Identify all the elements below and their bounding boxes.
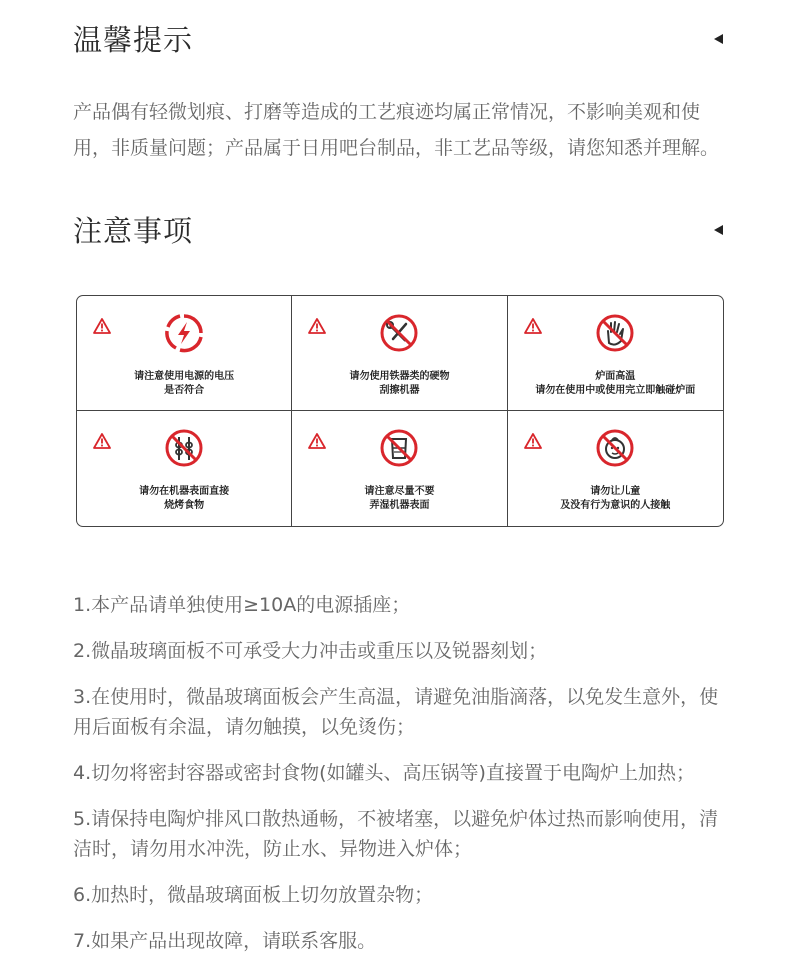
no-touch-hot-icon <box>595 313 635 353</box>
warning-triangle-icon <box>93 318 111 334</box>
warning-cell <box>292 411 507 526</box>
list-item: 2.微晶玻璃面板不可承受大力冲击或重压以及锐器刻划； <box>73 640 548 662</box>
no-direct-grill-icon <box>164 428 204 468</box>
list-item: 3.在使用时，微晶玻璃面板会产生高温，请避免油脂滴落，以免发生意外，使用后面板有余温，请勿触摸，以免烫伤； <box>73 686 719 738</box>
warning-triangle-icon <box>308 318 326 334</box>
list-item: 7.如果产品出现故障，请联系客服。 <box>73 930 377 952</box>
tips-title: 温馨提示 <box>73 23 194 57</box>
no-children-icon <box>595 428 635 468</box>
list-item: 1.本产品请单独使用≥10A的电源插座； <box>73 594 411 616</box>
list-item: 4.切勿将密封容器或密封食物(如罐头、高压锅等)直接置于电陶炉上加热； <box>73 762 695 784</box>
warning-text: 请勿在机器表面直接 烧烤食物 <box>139 486 230 511</box>
notes-header[interactable] <box>73 209 725 250</box>
warning-text: 请注意使用电源的电压 是否符合 <box>134 371 235 396</box>
warning-cell <box>508 411 723 526</box>
collapse-arrow-icon[interactable] <box>714 34 723 44</box>
no-wet-icon <box>379 428 419 468</box>
warning-text: 请勿让儿童 及没有行为意识的人接触 <box>560 486 671 511</box>
warning-triangle-icon <box>524 318 542 334</box>
warning-triangle-icon <box>308 433 326 449</box>
voltage-icon <box>164 313 204 353</box>
warning-text: 请注意尽量不要 弄湿机器表面 <box>364 486 435 511</box>
warning-cell <box>77 296 292 411</box>
tips-body: 产品偶有轻微划痕、打磨等造成的工艺痕迹均属正常情况，不影响美观和使用，非质量问题；产品属于日用吧台制品，非工艺品等级，请您知悉并理解。 <box>73 101 720 159</box>
tips-header[interactable] <box>73 18 725 59</box>
warning-grid <box>76 295 724 527</box>
warning-triangle-icon <box>524 433 542 449</box>
warning-triangle-icon <box>93 433 111 449</box>
collapse-arrow-icon[interactable] <box>714 225 723 235</box>
notes-title: 注意事项 <box>73 214 194 248</box>
warning-text: 炉面高温 请勿在使用中或使用完立即触碰炉面 <box>535 371 696 396</box>
warning-cell <box>508 296 723 411</box>
list-item: 6.加热时，微晶玻璃面板上切勿放置杂物； <box>73 884 434 906</box>
warning-cell <box>292 296 507 411</box>
no-hard-object-icon <box>379 313 419 353</box>
warning-text: 请勿使用铁器类的硬物 刮擦机器 <box>349 371 450 396</box>
list-item: 5.请保持电陶炉排风口散热通畅，不被堵塞，以避免炉体过热而影响使用，清洁时，请勿用水冲洗，防止水、异物进入炉体； <box>73 808 719 860</box>
warning-cell <box>77 411 292 526</box>
notes-list <box>73 590 733 956</box>
